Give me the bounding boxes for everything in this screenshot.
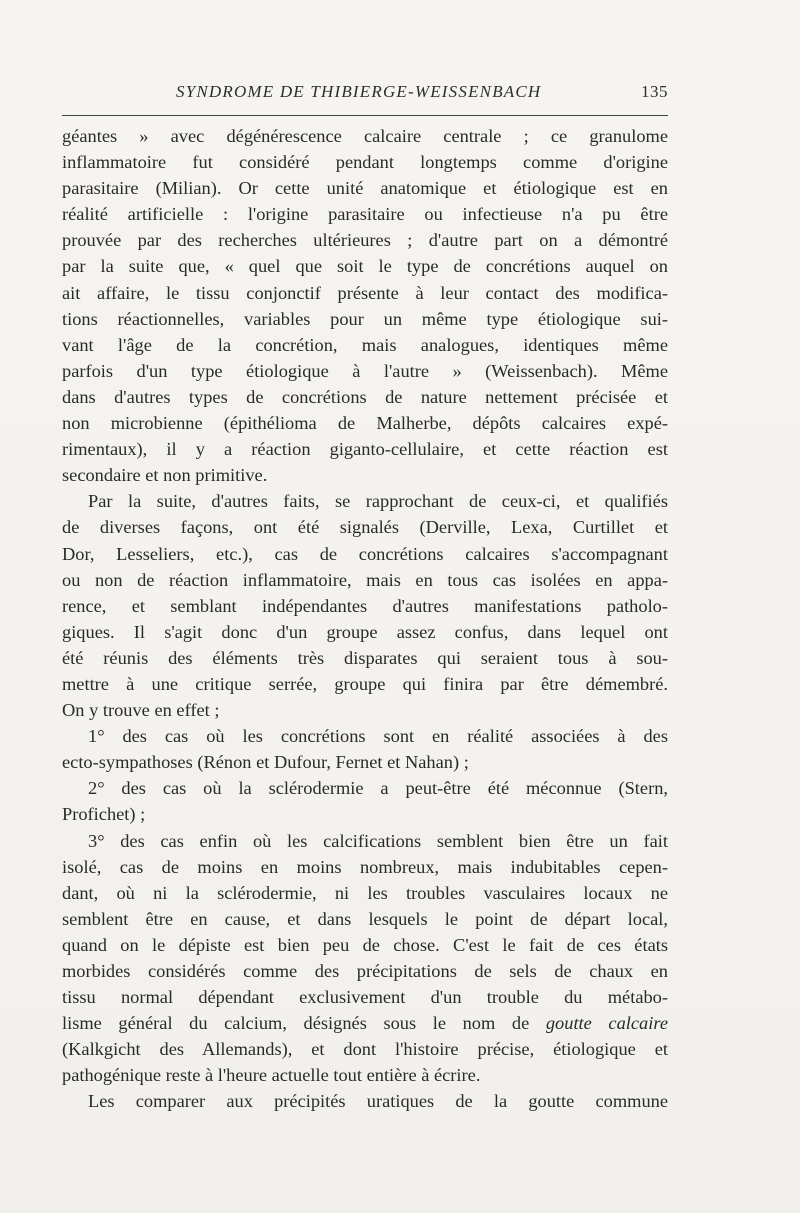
text-line: giques. Il s'agit donc d'un groupe assez confus, dans lequel ont [62,621,668,642]
running-head [62,82,668,104]
text-line: parasitaire (Milian). Or cette unité anatomique et étiologique est en [62,178,668,199]
text-line: vant l'âge de la concrétion, mais analogues, identiques même [62,334,668,355]
text-line: réalité artificielle : l'origine parasitaire ou infectieuse n'a pu être [62,204,668,225]
text-line: semblent être en cause, et dans lesquels le point de départ local, [62,908,668,929]
text-line: isolé, cas de moins en moins nombreux, mais indubitables cepen- [62,856,668,877]
text-line: ecto-sympathoses (Rénon et Dufour, Fernet et Nahan) ; [62,752,469,773]
text-line: pathogénique reste à l'heure actuelle tout entière à écrire. [62,1065,481,1086]
text-line: inflammatoire fut considéré pendant longtemps comme d'origine [62,152,668,173]
text-line: de diverses façons, ont été signalés (Derville, Lexa, Curtillet et [62,517,668,538]
text-segment: lisme général du calcium, désignés sous le nom de [62,1013,546,1034]
text-line: ou non de réaction inflammatoire, mais en tous cas isolées en appa- [62,569,668,590]
text-line: rence, et semblant indépendantes d'autres manifestations patholo- [62,595,668,616]
text-line: (Kalkgicht des Allemands), et dont l'histoire précise, étiologique et [62,1039,668,1060]
text-line: par la suite que, « quel que soit le type de concrétions auquel on [62,256,668,277]
text-line: dans d'autres types de concrétions de nature nettement précisée et [62,386,668,407]
italic-term: goutte calcaire [545,1013,668,1034]
body-text [62,123,668,1115]
text-line: mettre à une critique serrée, groupe qui finira par être démembré. [62,673,668,694]
text-line: Profichet) ; [62,804,146,825]
text-line: Les comparer aux précipités uratiques de la goutte commune [88,1091,668,1112]
text-line: 3° des cas enfin où les calcifications semblent bien être un fait [88,830,668,851]
running-title: SYNDROME DE THIBIERGE-WEISSENBACH [176,82,542,101]
text-line: tissu normal dépendant exclusivement d'un trouble du métabo- [62,987,668,1008]
text-line: quand on le dépiste est bien peu de chose. C'est le fait de ces états [62,934,668,955]
text-line: géantes » avec dégénérescence calcaire centrale ; ce granulome [62,126,668,146]
text-line: ait affaire, le tissu conjonctif présente à leur contact des modifica- [62,282,668,303]
text-line: Dor, Lesseliers, etc.), cas de concrétions calcaires s'accompagnant [62,543,668,564]
text-line: 2° des cas où la sclérodermie a peut-être été méconnue (Stern, [88,778,668,799]
text-line: parfois d'un type étiologique à l'autre » (Weissenbach). Même [62,360,668,381]
text-line: prouvée par des recherches ultérieures ; d'autre part on a démontré [62,230,668,251]
text-line: rimentaux), il y a réaction giganto-cellulaire, et cette réaction est [62,439,668,460]
text-line: été réunis des éléments très disparates qui seraient tous à sou- [62,647,668,668]
text-line: tions réactionnelles, variables pour un même type étiologique sui- [62,308,668,329]
text-line [62,1010,668,1036]
text-line: dant, où ni la sclérodermie, ni les troubles vasculaires locaux ne [62,882,668,903]
text-line: morbides considérés comme des précipitations de sels de chaux en [62,961,668,981]
header-rule [62,115,668,116]
text-line: non microbienne (épithélioma de Malherbe, dépôts calcaires expé- [62,413,668,434]
text-line: secondaire et non primitive. [62,465,268,486]
text-line: Par la suite, d'autres faits, se rapprochant de ceux-ci, et qualifiés [88,491,668,512]
text-line: 1° des cas où les concrétions sont en réalité associées à des [88,726,668,747]
text-line: On y trouve en effet ; [62,700,220,721]
page-number: 135 [641,82,668,101]
